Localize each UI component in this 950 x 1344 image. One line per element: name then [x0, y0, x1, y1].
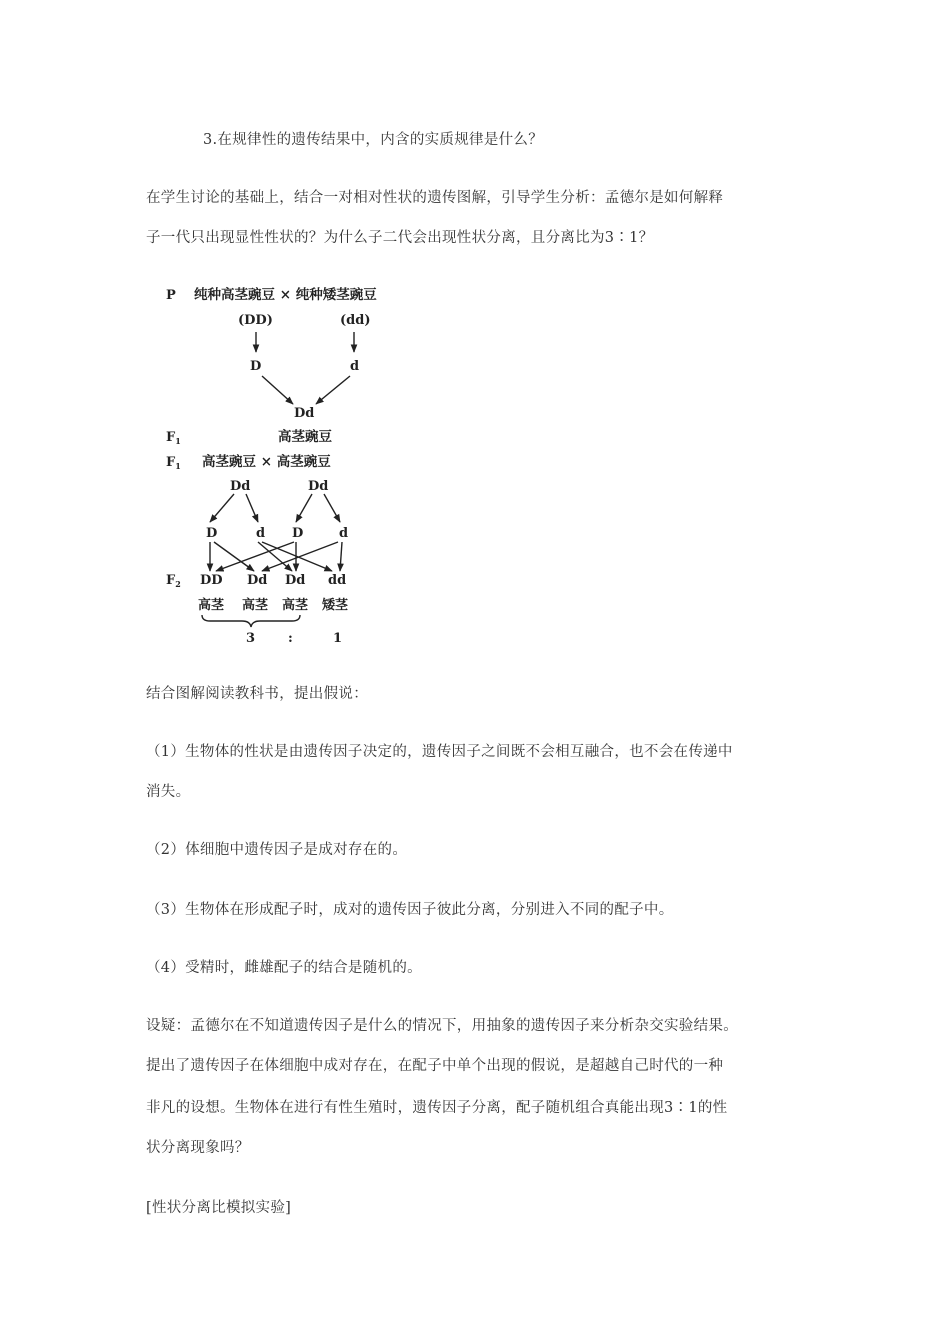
hypothesis-1-line1: （1）生物体的性状是由遗传因子决定的，遗传因子之间既不会相互融合，也不会在传递中	[146, 744, 733, 760]
f1-parent-left: Dd	[230, 479, 251, 494]
question-3: 3.在规律性的遗传结果中，内含的实质规律是什么？	[203, 132, 544, 148]
arrow-right-parent-d	[324, 494, 340, 522]
p-genotype-right: (dd)	[340, 313, 371, 328]
paragraph-hypothesis-intro: 结合图解阅读教科书，提出假说：	[146, 686, 368, 702]
brace-dominant	[202, 615, 300, 627]
arrow-right-parent-D	[296, 494, 312, 522]
p-cross-text: 纯种高茎豌豆 × 纯种矮茎豌豆	[194, 287, 377, 303]
f2-genotype-2: Dd	[247, 573, 268, 588]
hypothesis-3: （3）生物体在形成配子时，成对的遗传因子彼此分离，分别进入不同的配子中。	[146, 902, 674, 918]
arrow-D-to-Dd	[262, 376, 293, 404]
ratio-right: 1	[333, 631, 343, 646]
arrow-D-DD-2	[216, 542, 294, 571]
hypothesis-2: （2）体细胞中遗传因子是成对存在的。	[146, 842, 408, 858]
f2-genotype-3: Dd	[285, 573, 306, 588]
arrow-d-to-Dd	[316, 376, 350, 404]
f1-cross-label: $F_1$	[166, 455, 181, 471]
gamete-right-d: d	[339, 526, 349, 541]
f1-phenotype: 高茎豌豆	[278, 429, 332, 445]
arrow-left-parent-d	[246, 494, 258, 522]
arrow-D-Dd-1	[214, 542, 254, 571]
doubt-line4: 状分离现象吗？	[146, 1140, 250, 1156]
arrow-d-dd-2	[340, 542, 342, 571]
experiment-heading: [性状分离比模拟实验]	[146, 1200, 292, 1216]
f2-genotype-1: DD	[200, 573, 223, 588]
gamete-right-D: D	[292, 526, 304, 541]
f2-phenotype-2: 高茎	[242, 598, 269, 613]
f1-cross-text: 高茎豌豆 × 高茎豌豆	[202, 454, 331, 470]
diagram-svg	[150, 278, 390, 648]
arrow-left-parent-D	[210, 494, 234, 522]
f1-parent-right: Dd	[308, 479, 329, 494]
f2-phenotype-1: 高茎	[198, 598, 225, 613]
gamete-d: d	[350, 359, 360, 374]
doubt-line1: 设疑：孟德尔在不知道遗传因子是什么的情况下，用抽象的遗传因子来分析杂交实验结果。	[146, 1018, 738, 1034]
doubt-line2: 提出了遗传因子在体细胞中成对存在，在配子中单个出现的假说，是超越自己时代的一种	[146, 1058, 724, 1074]
f2-phenotype-3: 高茎	[282, 598, 309, 613]
genetic-cross-diagram	[150, 278, 390, 648]
gamete-left-D: D	[206, 526, 218, 541]
p-label: P	[166, 288, 176, 303]
ratio-colon: :	[288, 631, 293, 646]
doubt-line3: 非凡的设想。生物体在进行有性生殖时，遗传因子分离，配子随机组合真能出现3∶1的性	[146, 1100, 728, 1116]
hypothesis-1-line2: 消失。	[146, 784, 191, 800]
f1-genotype: Dd	[294, 406, 315, 421]
f2-label: $F_2$	[166, 573, 181, 589]
paragraph-discussion-line1: 在学生讨论的基础上，结合一对相对性状的遗传图解，引导学生分析：孟德尔是如何解释	[146, 190, 724, 206]
gamete-left-d: d	[256, 526, 266, 541]
f1-label: $F_1$	[166, 430, 181, 446]
f2-phenotype-4: 矮茎	[322, 598, 349, 613]
hypothesis-4: （4）受精时，雌雄配子的结合是随机的。	[146, 960, 422, 976]
f2-genotype-4: dd	[328, 573, 347, 588]
ratio-left: 3	[246, 631, 256, 646]
gamete-D: D	[250, 359, 262, 374]
paragraph-discussion-line2: 子一代只出现显性性状的？为什么子二代会出现性状分离，且分离比为3∶1？	[146, 230, 654, 246]
p-genotype-left: (DD)	[238, 313, 273, 328]
